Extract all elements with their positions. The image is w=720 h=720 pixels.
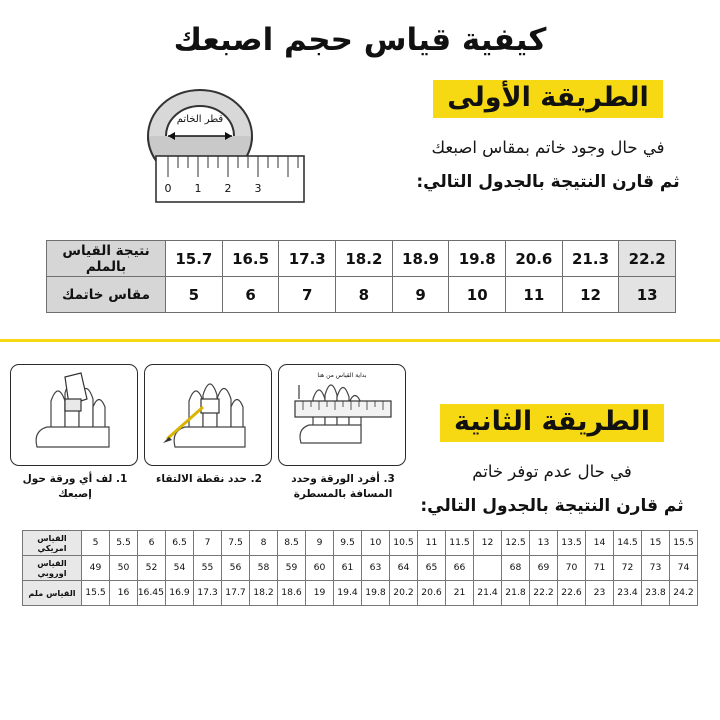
t2-r0-c4: 13.5 [558,530,586,555]
t2-r1-c11: 63 [362,555,390,580]
svg-text:3: 3 [254,182,262,195]
step-two-caption: 2. حدد نقطة الالتقاء [156,473,262,485]
t2-r2-c9: 20.6 [418,580,446,605]
t2-r2-c5: 22.2 [530,580,558,605]
t2-r1-c10: 64 [390,555,418,580]
t2-r0-c0: 15.5 [670,530,698,555]
t2-r1-c7 [474,555,502,580]
t2-r2-c8: 21 [446,580,474,605]
t1-r1-c4: 18.9 [392,241,449,277]
t2-r2-c16: 17.7 [222,580,250,605]
t2-r1-c19: 52 [138,555,166,580]
t2-r1-c21: 49 [82,555,110,580]
table-row [47,277,676,313]
t2-r2-c17: 17.3 [194,580,222,605]
t2-r1-c1: 73 [642,555,670,580]
t2-r0-c9: 11 [418,530,446,555]
t2-r0-c18: 6.5 [166,530,194,555]
t2-r0-c17: 7 [194,530,222,555]
t1-r2-c1: 12 [562,277,619,313]
t1-r2-c4: 9 [392,277,449,313]
ring-size-table [46,240,676,313]
t2-r1-c18: 54 [166,555,194,580]
method-two-line2: ثم قارن النتيجة بالجدول التالي: [420,495,684,516]
t2-r2-c6: 21.8 [502,580,530,605]
step-one-caption: 1. لف أي ورقة حول إصبعك [22,473,128,501]
t1-r2-c0: 13 [619,277,676,313]
t2-r0-c19: 6 [138,530,166,555]
method-two-line1: في حال عدم توفر خاتم [472,461,632,481]
t2-r2-c15: 18.2 [250,580,278,605]
t2-r1-c14: 59 [278,555,306,580]
table-row [23,580,698,605]
t2-r1-c2: 72 [614,555,642,580]
method-two-badge: الطريقة الثانية [440,404,664,442]
method-two-table-wrap [0,516,720,606]
t2-r1-c15: 58 [250,555,278,580]
table-row [23,555,698,580]
step-two-illustration [144,364,272,466]
t2-r1-c0: 74 [670,555,698,580]
t2-r0-c16: 7.5 [222,530,250,555]
t2-row1-header: القياس اوروبي [23,555,82,580]
method-one-text [398,64,698,192]
method-one-table-wrap [0,224,720,313]
method-two-text [406,364,698,516]
t2-r2-c21: 15.5 [82,580,110,605]
t2-r1-c12: 61 [334,555,362,580]
t2-r2-c19: 16.45 [138,580,166,605]
t2-r1-c8: 66 [446,555,474,580]
t2-r2-c20: 16 [110,580,138,605]
t2-r2-c7: 21.4 [474,580,502,605]
t2-r0-c21: 5 [82,530,110,555]
t1-r2-c8: 5 [166,277,223,313]
step-three [280,364,406,502]
t2-r2-c14: 18.6 [278,580,306,605]
t2-r0-c10: 10.5 [390,530,418,555]
step-three-caption: 3. أفرد الورقة وحدد المسافة بالمسطرة [291,473,395,501]
t1-r2-c6: 7 [279,277,336,313]
t1-r1-c0: 22.2 [619,241,676,277]
size-conversion-table [22,530,698,606]
ring-diameter-diagram [112,74,308,224]
t1-r2-c3: 10 [449,277,506,313]
t2-r2-c10: 20.2 [390,580,418,605]
t2-row2-header: القياس ملم [23,580,82,605]
method-one-line1: في حال وجود خاتم بمقاس اصبعك [431,137,665,157]
page-title: كيفية قياس حجم اصبعك [173,22,547,58]
t1-row1-header: نتيجة القياس بالملم [47,241,166,277]
t1-r1-c6: 17.3 [279,241,336,277]
t2-r1-c9: 65 [418,555,446,580]
t2-r0-c12: 9.5 [334,530,362,555]
t2-r2-c18: 16.9 [166,580,194,605]
step-three-illustration [278,364,406,466]
svg-text:1: 1 [194,182,202,195]
t2-r0-c20: 5.5 [110,530,138,555]
svg-text:بداية القياس من هنا: بداية القياس من هنا [317,372,367,379]
t2-row0-header: القياس امريكي [23,530,82,555]
t2-r1-c4: 70 [558,555,586,580]
t1-r2-c2: 11 [506,277,563,313]
method-one-section [0,58,720,224]
t2-r2-c11: 19.8 [362,580,390,605]
t2-r1-c16: 56 [222,555,250,580]
t2-r0-c11: 10 [362,530,390,555]
svg-text:0: 0 [164,182,172,195]
hand-mark-icon [145,365,271,465]
t1-r1-c7: 16.5 [222,241,279,277]
t1-row2-header: مقاس خاتمك [47,277,166,313]
method-one-badge: الطريقة الأولى [433,80,662,118]
t2-r0-c15: 8 [250,530,278,555]
t2-r1-c5: 69 [530,555,558,580]
step-one [12,364,138,502]
t1-r2-c7: 6 [222,277,279,313]
svg-text:قطر الخاتم: قطر الخاتم [176,114,224,125]
hand-paper-wrap-icon [11,365,137,465]
t2-r0-c6: 12.5 [502,530,530,555]
t2-r2-c1: 23.8 [642,580,670,605]
t1-r2-c5: 8 [336,277,393,313]
t2-r0-c5: 13 [530,530,558,555]
t2-r2-c3: 23 [586,580,614,605]
method-two-section [0,342,720,516]
ring-ruler-svg [112,74,308,224]
t2-r1-c6: 68 [502,555,530,580]
method-one-figure [22,64,398,224]
table-row [47,241,676,277]
table-row [23,530,698,555]
t2-r1-c3: 71 [586,555,614,580]
t2-r2-c13: 19 [306,580,334,605]
t2-r2-c4: 22.6 [558,580,586,605]
t2-r0-c7: 12 [474,530,502,555]
t2-r0-c13: 9 [306,530,334,555]
t2-r1-c20: 50 [110,555,138,580]
t2-r1-c17: 55 [194,555,222,580]
t1-r1-c8: 15.7 [166,241,223,277]
t2-r2-c0: 24.2 [670,580,698,605]
t1-r1-c5: 18.2 [336,241,393,277]
t1-r1-c2: 20.6 [506,241,563,277]
t2-r1-c13: 60 [306,555,334,580]
t2-r0-c8: 11.5 [446,530,474,555]
t2-r0-c14: 8.5 [278,530,306,555]
hand-ruler-icon [279,365,405,465]
svg-text:2: 2 [224,182,232,195]
method-one-line2: ثم قارن النتيجة بالجدول التالي: [416,171,680,192]
t2-r2-c12: 19.4 [334,580,362,605]
method-two-steps [12,364,406,502]
step-one-illustration [10,364,138,466]
t2-r0-c2: 14.5 [614,530,642,555]
t1-r1-c3: 19.8 [449,241,506,277]
t2-r2-c2: 23.4 [614,580,642,605]
t1-r1-c1: 21.3 [562,241,619,277]
step-two [146,364,272,502]
t2-r0-c1: 15 [642,530,670,555]
t2-r0-c3: 14 [586,530,614,555]
